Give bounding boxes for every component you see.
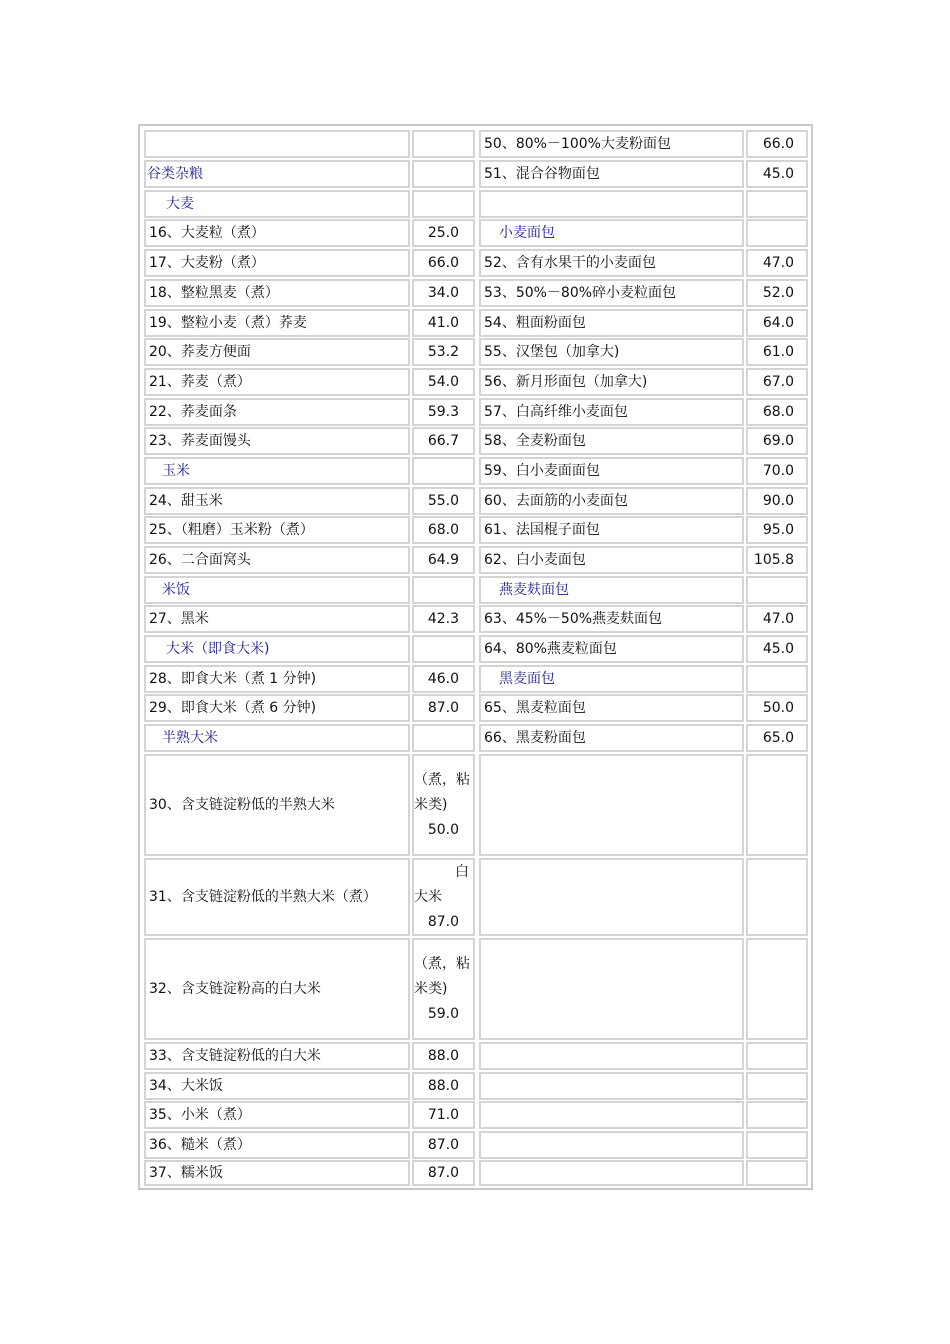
- food-name-cell: 22、荞麦面条: [144, 398, 410, 426]
- subcategory-heading: 玉米: [144, 457, 410, 485]
- food-name-cell: 56、新月形面包（加拿大): [479, 368, 744, 396]
- table-cell: [746, 1072, 808, 1100]
- food-name-cell: 28、即食大米（煮 1 分钟): [144, 665, 410, 693]
- gi-value: 50.0: [427, 821, 459, 838]
- gi-value-cell: 67.0: [746, 368, 808, 396]
- gi-value-cell: 45.0: [746, 160, 808, 188]
- gi-value-cell: 87.0: [412, 1160, 475, 1186]
- value-note-line: 白: [455, 863, 469, 880]
- food-name-cell: 52、含有水果干的小麦面包: [479, 249, 744, 277]
- subcategory-heading: 燕麦麸面包: [479, 576, 744, 604]
- table-cell: [746, 754, 808, 856]
- category-heading: 谷类杂粮: [144, 160, 410, 188]
- table-cell: [479, 754, 744, 856]
- food-name-cell: 16、大麦粒（煮）: [144, 219, 410, 247]
- table-cell: [479, 1160, 744, 1186]
- gi-value-cell: 25.0: [412, 219, 475, 247]
- table-cell: [746, 219, 808, 247]
- food-name-cell: 30、含支链淀粉低的半熟大米: [144, 754, 410, 856]
- subcategory-heading: 黑麦面包: [479, 665, 744, 693]
- table-cell: [479, 1131, 744, 1159]
- gi-value: 87.0: [427, 913, 459, 930]
- gi-food-table: [138, 124, 813, 1190]
- table-cell: [746, 1042, 808, 1070]
- gi-value-cell: 61.0: [746, 338, 808, 366]
- food-name-cell: 64、80%燕麦粒面包: [479, 635, 744, 663]
- gi-value-cell: 59.3: [412, 398, 475, 426]
- food-name-cell: 63、45%－50%燕麦麸面包: [479, 605, 744, 633]
- food-name-cell: 20、荞麦方便面: [144, 338, 410, 366]
- gi-value-cell: 88.0: [412, 1042, 475, 1070]
- value-note-line: 大米: [414, 888, 442, 905]
- food-name-cell: 27、黑米: [144, 605, 410, 633]
- value-note-line: （煮，粘: [414, 955, 470, 972]
- gi-value-cell: 64.9: [412, 546, 475, 574]
- gi-value-cell: 66.0: [412, 249, 475, 277]
- gi-value-cell: 41.0: [412, 309, 475, 337]
- gi-value-cell: [412, 754, 475, 856]
- food-name-cell: 23、荞麦面馒头: [144, 427, 410, 455]
- gi-value-cell: 95.0: [746, 516, 808, 544]
- gi-value-cell: 87.0: [412, 1131, 475, 1159]
- table-cell: [479, 1072, 744, 1100]
- food-name-cell: 32、含支链淀粉高的白大米: [144, 938, 410, 1040]
- gi-value-cell: [412, 938, 475, 1040]
- gi-value-cell: 64.0: [746, 309, 808, 337]
- food-name-cell: 34、大米饭: [144, 1072, 410, 1100]
- value-note-line: 米类): [414, 980, 448, 997]
- table-cell: [412, 724, 475, 752]
- food-name-cell: 36、糙米（煮）: [144, 1131, 410, 1159]
- gi-value-cell: 68.0: [746, 398, 808, 426]
- table-cell: [412, 130, 475, 158]
- food-name-cell: 33、含支链淀粉低的白大米: [144, 1042, 410, 1070]
- gi-value: 59.0: [427, 1005, 459, 1022]
- gi-value-cell: 69.0: [746, 427, 808, 455]
- table-cell: [746, 858, 808, 936]
- food-name-cell: 57、白高纤维小麦面包: [479, 398, 744, 426]
- food-name-cell: 65、黑麦粒面包: [479, 694, 744, 722]
- food-name-cell: 60、去面筋的小麦面包: [479, 487, 744, 515]
- value-note-line: （煮，粘: [414, 771, 470, 788]
- table-cell: [412, 190, 475, 218]
- table-cell: [479, 1042, 744, 1070]
- food-name-cell: 21、荞麦（煮）: [144, 368, 410, 396]
- food-name-cell: 58、全麦粉面包: [479, 427, 744, 455]
- food-name-cell: 35、小米（煮）: [144, 1101, 410, 1129]
- table-cell: [412, 160, 475, 188]
- gi-value-cell: 53.2: [412, 338, 475, 366]
- gi-value-cell: 70.0: [746, 457, 808, 485]
- gi-value-cell: [412, 858, 475, 936]
- table-cell: [412, 457, 475, 485]
- gi-value-cell: 68.0: [412, 516, 475, 544]
- gi-value-cell: 46.0: [412, 665, 475, 693]
- table-cell: [746, 576, 808, 604]
- gi-value-cell: 105.8: [746, 546, 808, 574]
- table-cell: [746, 1101, 808, 1129]
- table-cell: [746, 1160, 808, 1186]
- food-name-cell: 31、含支链淀粉低的半熟大米（煮）: [144, 858, 410, 936]
- food-name-cell: 66、黑麦粉面包: [479, 724, 744, 752]
- food-name-cell: 61、法国棍子面包: [479, 516, 744, 544]
- table-cell: [746, 665, 808, 693]
- food-name-cell: 25、（粗磨）玉米粉（煮）: [144, 516, 410, 544]
- gi-value-cell: 52.0: [746, 279, 808, 307]
- table-cell: [479, 858, 744, 936]
- gi-value-cell: 42.3: [412, 605, 475, 633]
- food-name-cell: 59、白小麦面面包: [479, 457, 744, 485]
- gi-value-cell: 71.0: [412, 1101, 475, 1129]
- table-cell: [412, 576, 475, 604]
- gi-value-cell: 34.0: [412, 279, 475, 307]
- subcategory-heading: 半熟大米: [144, 724, 410, 752]
- table-cell: [479, 938, 744, 1040]
- gi-value-cell: 87.0: [412, 694, 475, 722]
- gi-value-cell: 66.0: [746, 130, 808, 158]
- subcategory-heading: 米饭: [144, 576, 410, 604]
- food-name-cell: 17、大麦粉（煮）: [144, 249, 410, 277]
- gi-value-cell: 50.0: [746, 694, 808, 722]
- food-name-cell: 55、汉堡包（加拿大): [479, 338, 744, 366]
- food-name-cell: 26、二合面窝头: [144, 546, 410, 574]
- gi-value-cell: 47.0: [746, 249, 808, 277]
- gi-value-cell: 90.0: [746, 487, 808, 515]
- gi-value-cell: 88.0: [412, 1072, 475, 1100]
- table-cell: [144, 130, 410, 158]
- table-cell: [746, 1131, 808, 1159]
- food-name-cell: 54、粗面粉面包: [479, 309, 744, 337]
- table-cell: [746, 190, 808, 218]
- food-name-cell: 24、甜玉米: [144, 487, 410, 515]
- food-name-cell: 18、整粒黑麦（煮）: [144, 279, 410, 307]
- food-name-cell: 62、白小麦面包: [479, 546, 744, 574]
- subcategory-heading: 小麦面包: [479, 219, 744, 247]
- gi-value-cell: 54.0: [412, 368, 475, 396]
- subcategory-heading: 大米（即食大米): [144, 635, 410, 663]
- gi-value-cell: 47.0: [746, 605, 808, 633]
- value-note-line: 米类): [414, 796, 448, 813]
- gi-value-cell: 66.7: [412, 427, 475, 455]
- table-cell: [479, 190, 744, 218]
- subcategory-heading: 大麦: [144, 190, 410, 218]
- food-name-cell: 19、整粒小麦（煮）荞麦: [144, 309, 410, 337]
- food-name-cell: 51、混合谷物面包: [479, 160, 744, 188]
- food-name-cell: 37、糯米饭: [144, 1160, 410, 1186]
- table-cell: [479, 1101, 744, 1129]
- food-name-cell: 53、50%－80%碎小麦粒面包: [479, 279, 744, 307]
- food-name-cell: 29、即食大米（煮 6 分钟): [144, 694, 410, 722]
- gi-value-cell: 55.0: [412, 487, 475, 515]
- gi-value-cell: 65.0: [746, 724, 808, 752]
- table-cell: [746, 938, 808, 1040]
- gi-value-cell: 45.0: [746, 635, 808, 663]
- food-name-cell: 50、80%－100%大麦粉面包: [479, 130, 744, 158]
- table-cell: [412, 635, 475, 663]
